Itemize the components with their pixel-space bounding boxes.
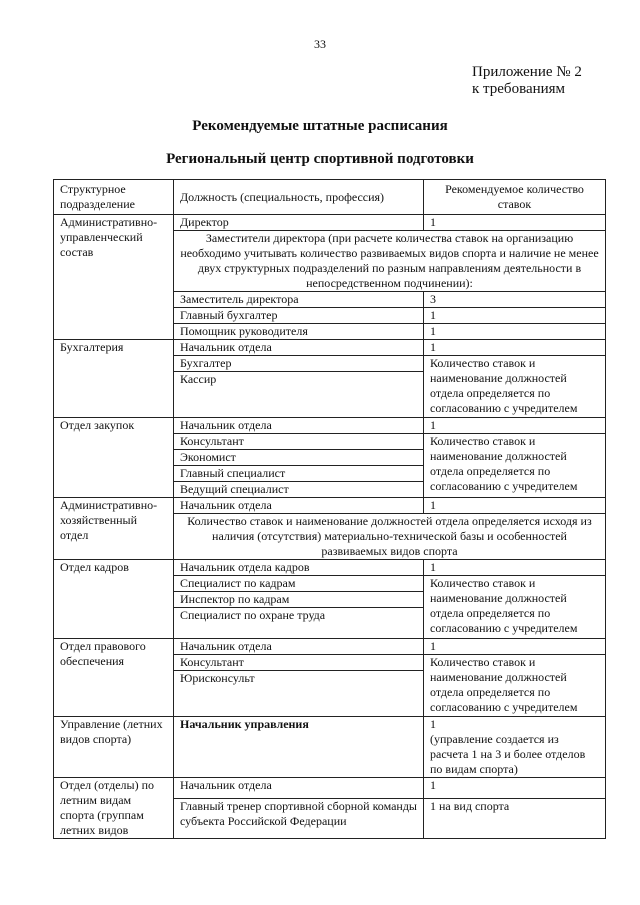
table-row [54,340,606,356]
position-cell: Специалист по охране труда [174,608,424,639]
note-cell: Количество ставок и наименование должностей отдела определяется по согласованию с учредителем [424,434,606,498]
annex-line-1: Приложение № 2 [472,64,582,80]
position-cell: Экономист [174,450,424,466]
table-row [54,639,606,655]
document-title: Рекомендуемые штатные расписания [192,118,448,134]
unit-cell: Административно-управленческий состав [54,215,174,340]
count-cell: 1 [424,639,606,655]
table-header-row [54,180,606,215]
count-cell: 1 [424,215,606,231]
count-cell: 3 [424,292,606,308]
unit-cell: Отдел закупок [54,418,174,498]
count-cell: 1 [424,778,606,799]
position-cell: Начальник отдела [174,418,424,434]
position-cell: Начальник управления [174,717,424,778]
position-cell: Заместитель директора [174,292,424,308]
note-cell: Количество ставок и наименование должностей отдела определяется по согласованию с учредителем [424,356,606,418]
position-cell: Главный бухгалтер [174,308,424,324]
table-row [54,215,606,231]
note-cell: Количество ставок и наименование должностей отдела определяется исходя из наличия (отсутствия) материально-технической базы и особенностей развиваемых видов спорта [174,514,606,560]
annex-label [472,64,582,98]
table-row [54,418,606,434]
position-cell: Ведущий специалист [174,482,424,498]
unit-cell: Административно-хозяйственный отдел [54,498,174,560]
position-cell: Консультант [174,655,424,671]
unit-cell: Бухгалтерия [54,340,174,418]
position-cell: Начальник отдела [174,498,424,514]
table-row [54,717,606,778]
count-cell: 1 [424,418,606,434]
position-cell: Специалист по кадрам [174,576,424,592]
page-number: 33 [314,37,326,51]
count-value: 1 [430,717,436,731]
position-cell: Бухгалтер [174,356,424,372]
position-cell: Начальник отдела [174,778,424,799]
annex-line-2: к требованиям [472,81,566,97]
count-cell: 1 [424,308,606,324]
count-cell: 1 [424,324,606,340]
count-cell: 1 [424,560,606,576]
table-row [54,498,606,514]
table-row [54,778,606,799]
position-cell: Главный тренер спортивной сборной команды субъекта Российской Федерации [174,798,424,838]
position-cell: Кассир [174,372,424,418]
unit-cell: Отдел кадров [54,560,174,639]
count-cell: 1 [424,498,606,514]
header-unit: Структурное подразделение [54,180,174,215]
count-cell: 1 на вид спорта [424,798,606,838]
position-cell: Инспектор по кадрам [174,592,424,608]
count-cell [424,717,606,778]
position-cell: Начальник отдела [174,340,424,356]
position-cell: Директор [174,215,424,231]
table-row [54,560,606,576]
position-cell: Помощник руководителя [174,324,424,340]
position-cell: Консультант [174,434,424,450]
document-subtitle: Региональный центр спортивной подготовки [166,151,474,167]
note-cell: Количество ставок и наименование должностей отдела определяется по согласованию с учредителем [424,655,606,717]
position-cell: Начальник отдела кадров [174,560,424,576]
note-cell: Заместители директора (при расчете количества ставок на организацию необходимо учитывать количество развиваемых видов спорта и наличие не менее двух структурных подразделений по разным направлениям деятельности в непосредственном подчинении): [174,231,606,292]
note-cell: Количество ставок и наименование должностей отдела определяется по согласованию с учредителем [424,576,606,639]
staffing-table [53,179,606,839]
count-note: (управление создается из расчета 1 на 3 и более отделов по видам спорта) [430,732,586,776]
position-cell: Юрисконсульт [174,671,424,717]
header-position: Должность (специальность, профессия) [174,180,424,215]
unit-cell: Отдел (отделы) по летним видам спорта (группам летних видов [54,778,174,839]
unit-cell: Управление (летних видов спорта) [54,717,174,778]
header-count: Рекомендуемое количество ставок [424,180,606,215]
count-cell: 1 [424,340,606,356]
unit-cell: Отдел правового обеспечения [54,639,174,717]
position-cell: Главный специалист [174,466,424,482]
position-cell: Начальник отдела [174,639,424,655]
